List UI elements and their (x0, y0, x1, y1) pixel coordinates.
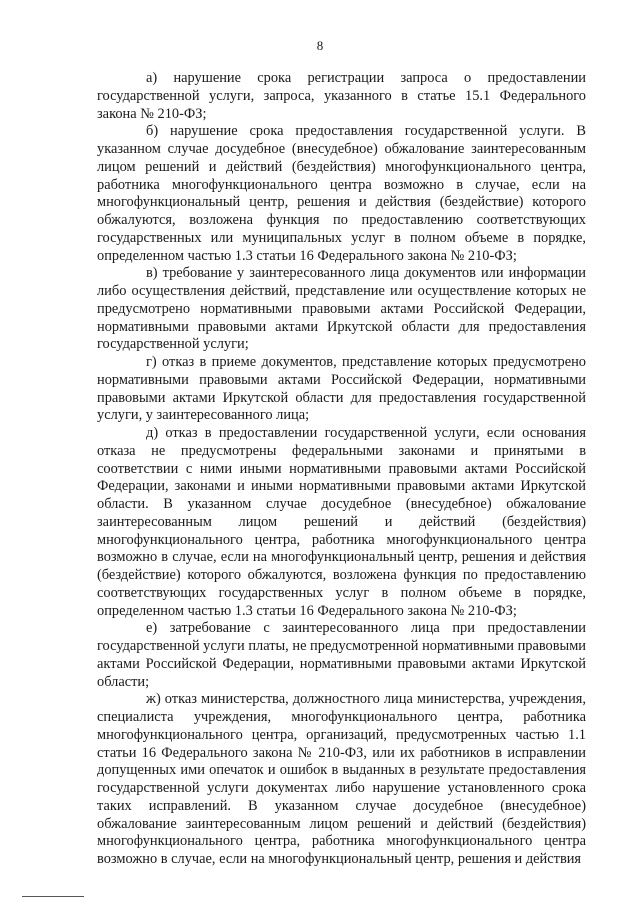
paragraph-g: г) отказ в приеме документов, представление которых предусмотрено нормативными правовыми актами Российской Федерации, нормативными правовыми актами Иркутской области для предоставления государственной услуги, у заинтересованного лица; (97, 354, 586, 424)
paragraph-v: в) требование у заинтересованного лица документов или информации либо осуществления действий, представление или осуществление которых не предусмотрено нормативными правовыми актами Российской Федерации, нормативными правовыми актами Иркутской области для предоставления государственной услуги; (97, 265, 586, 353)
paragraph-a: а) нарушение срока регистрации запроса о предоставлении государственной услуги, запроса, указанного в статье 15.1 Федерального закона № 210-ФЗ; (97, 70, 586, 122)
paragraph-b: б) нарушение срока предоставления государственной услуги. В указанном случае досудебное (внесудебное) обжалование заинтересованным лицом решений и действий (бездействия) многофункционального центра, работника многофункционального центра возможно в случае, если на многофункциональный центр, решения и действия (бездействие) которого обжалуются, возложена функция по предоставлению соответствующих государственных или муниципальных услуг в полном объеме в порядке, определенном частью 1.3 статьи 16 Федерального закона № 210-ФЗ; (97, 123, 586, 264)
paragraph-zh: ж) отказ министерства, должностного лица министерства, учреждения, специалиста учреждения, многофункционального центра, работника многофункционального центра, организаций, предусмотренных частью 1.1 статьи 16 Федерального закона № 210-ФЗ, или их работников в исправлении допущенных ими опечаток и ошибок в выданных в результате предоставления государственной услуги документах либо нарушение установленного срока таких исправлений. В указанном случае досудебное (внесудебное) обжалование заинтересованным лицом решений и действий (бездействия) многофункционального центра, работника многофункционального центра возможно в случае, если на многофункциональный центр, решения и действия (97, 691, 586, 867)
paragraph-d: д) отказ в предоставлении государственной услуги, если основания отказа не предусмотрены федеральными законами и принятыми в соответствии с ними иными нормативными правовыми актами Российской Федерации, законами и иными нормативными правовыми актами Иркутской области. В указанном случае досудебное (внесудебное) обжалование заинтересованным лицом решений и действий (бездействия) многофункционального центра, работника многофункционального центра возможно в случае, если на многофункциональный центр, решения и действия (бездействие) которого обжалуются, возложена функция по предоставлению соответствующих государственных услуг в полном объеме в порядке, определенном частью 1.3 статьи 16 Федерального закона № 210-ФЗ; (97, 425, 586, 619)
footer-rule (22, 896, 84, 897)
paragraph-e: е) затребование с заинтересованного лица при предоставлении государственной услуги платы, не предусмотренной нормативными правовыми актами Российской Федерации, нормативными правовыми актами Иркутской области; (97, 620, 587, 690)
document-body (97, 70, 586, 869)
page-number: 8 (316, 38, 324, 53)
